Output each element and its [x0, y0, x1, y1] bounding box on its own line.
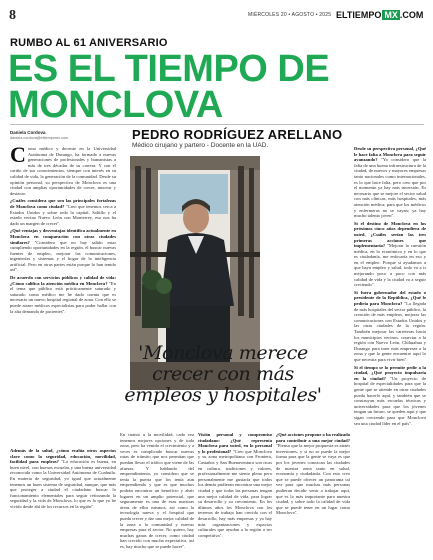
dateline: MIÉRCOLES 20 • AGOSTO • 2025	[248, 12, 332, 18]
question-text: ¿Cuáles considera que son las principales fortalezas de Monclova como ciudad?	[10, 198, 116, 209]
question-text: Visión personal y compromiso ciudadano: ¿Qué representa Monclova para usted, en lo personal y lo profesional?	[198, 432, 272, 454]
answer-text: "Un proyecto de hospital de especialidades para que la gente que se atiende en otras ciudades pueda hacerlo aquí, y también que se construyan más escuelas técnicas y universidades para que los jóvenes tengan un futuro, se queden aquí y que sigan creciendo para que Monclova sea una ciudad líder en el país".	[354, 375, 426, 426]
body-column-3	[198, 432, 272, 556]
body-column-1	[10, 142, 116, 316]
answer-text: "La llegada de más hospitales del sector público, la creación de más empleos, mejorar las comunicaciones con Estados Unidos y las otras ciudades de la región. También mejorar las carreteras hacia los municipios vecinos, conectar a la región con Nuevo León, Chihuahua y Durango para traer más empresas a la zona y que la gente encuentre aquí lo que necesita para vivir bien".	[354, 301, 426, 362]
subject-name: PEDRO RODRÍGUEZ ARELLANO	[132, 127, 343, 142]
answer-text: "Pienso que la mejor propuesta es atraer inversiones, y si no se puede la mejor forma para que la gente se vaya es que por los jóvenes conozcan las ciudades de nuestra zona tanto en salud, economía y ciudadanía. Con esto creo que se puede ofrecer un panorama tal vez para que muchas más personas pudieran decidir venir a trabajar aquí, que es lo más importante para nuestra ciudad, y sobre todo la calidad de vida que se puede tener en un lugar como Monclova".	[276, 443, 350, 516]
answer-text: "Mejorar la cuestión médica, en lo económico y en lo que es ciudadanía, me enfocaría en eso y en el empleo. Porque si ayudamos a que haya empleo y salud, todo va a ir mejorando poco a poco con más calidad de vida y la ciudad va a seguir creciendo".	[354, 243, 426, 288]
question-text: Además de la salud, ¿cómo evalúa otros aspectos clave como la seguridad, educación, movilidad, facilidad para empleos?	[10, 448, 116, 465]
kicker: RUMBO AL 61 ANIVERSARIO	[10, 37, 168, 49]
answer-text: "Creo que tenemos cerca a Estados Unidos y sobre todo la capital, Saltillo y el estado vecino Nuevo León con Monterrey, eso nos ha dado un margen de crecer".	[10, 203, 116, 226]
question-text: Si el destino de Monclova en los próximos cinco años dependiera de usted, ¿Cuáles serían las tres primeras acciones que implementaría?	[354, 220, 426, 249]
question-text: Si el tiempo se lo permite pedir a la ciudad, ¿Qué proyecto impulsaría en la ciudad?	[354, 364, 426, 381]
author-email[interactable]: daniela.cordova@eltiempomx.com	[10, 136, 69, 140]
divider	[10, 124, 424, 125]
pull-quote: 'Monclova merece crecer con más empleos y hospitales'	[124, 342, 322, 406]
answer-text: "Creo que Monclova y su zona metropolitana con Frontera, Castaños y San Buenaventura son ricas en cultura, tradiciones y valores, profesionalmente me siento pleno pero personalmente me gustaría que todos los demás pudieran encontrar una mejor ciudad y que todas las personas tengan una mejor calidad de vida, para lograr su desarrollo y su crecimiento. En los últimos años los Monclova con los terrenos de trabajo han crecido con el desarrollo, hay más empresas y ya hay más organizaciones y espacios culturales que ayudan a la región a ser competitiva".	[198, 448, 272, 538]
subject-title: Médico cirujano y partero - Docente en la UAD.	[132, 142, 269, 149]
body-column-4	[276, 432, 350, 556]
question-text: De acuerdo con servicios públicos y calidad de vida: ¿Cómo califica la atención médica en Monclova?	[10, 275, 116, 286]
brand-suffix: MX	[384, 10, 398, 20]
question-text: Si fuera gobernador del estado o presidente de la República, ¿Qué le pediría para Monclova?	[354, 289, 426, 307]
question-text: Desde su perspectiva personal, ¿Qué le hace falta a Monclova para seguir avanzando?	[354, 146, 426, 163]
brand-domain: .COM	[399, 10, 424, 20]
body-column-5	[354, 146, 426, 556]
intro-paragraph: omo médico y docente en la Universidad Autónoma de Durango, ha formado a nuevas generaciones de profesionales y humanistas a más de tres décadas de su carrera. Y con el cariño de sus conocimientos, siempre con interés en su calidad de vida, la generación de la comunidad. Desde su opinión personal, su perspectiva de Monclova es una ciudad con amplias oportunidades de crecer, innovar y destacar.	[10, 146, 116, 196]
question-text: ¿Qué ventajas y desventajas identifica actualmente en Monclova en comparación con otras ciudades similares?	[10, 228, 116, 245]
body-column-1b	[10, 448, 116, 556]
brand-name: ELTIEMPO	[336, 10, 382, 20]
dropcap: C	[10, 142, 26, 167]
answer-text: "Considero que no hay salido estar cumpliendo oportunidades en la región, el buscar nuevas fuentes de empleo, mejorar las comunicaciones, ingenierías y sistemas y el hogar de la inteligencia artificial. Pero en otras partes están porque lo han tenido así".	[10, 239, 116, 273]
answer-text: "La educación es buena, en buen nivel, con buenos escuelas y una buena universidad reconocida como la Universidad Autónoma de Coahuila. En materia de seguridad, yo igual que actualmente tenemos un buen sistema de seguridad, aunque, que más que proteger a ciudad el ciudadano buscar lo funcionamiento elementales para seguir reforzando la seguridad y la vida de Monclova, lo que es lo que yo he vivido desde ahí de los recursos en la región".	[10, 459, 116, 509]
question-text: ¿Qué acciones propone o ha realizado para contribuir a una mejor ciudad?	[276, 432, 350, 443]
answer-text: "En el tema que público está prácticamente saturado y saturado como médico me he dado cuenta que es necesario un nuevo hospital regional de zona. Con ello se puede atraer médicos especialistas para poder hallar con la alta demanda de pacientes".	[10, 280, 116, 314]
author-name: Daniela Cordova	[10, 130, 46, 135]
page-header	[0, 0, 433, 30]
answer-text: "Yo considero que la falta de una buena infraestructura de la ciudad, de nuevos y mayores empresas tanto nacionales como internacionales, es lo que hace falta, pero creo que por el momento ya hay más inversión. Es necesario que se mejore el sector salud con más clínicas, más hospitales, más atención médica; para que los médicos y enfermeras no se vayan; ya hay mucho talento joven".	[354, 157, 426, 219]
body-column-2	[120, 432, 194, 556]
body-paragraph: En cuanto a la movilidad, cada vez tenemos mejores opciones y de toda zona, pero ha venido el crecimiento y a veces es complicado buscar nuevas rutas de tránsito que nos permitan que puedan llevar el tráfico que viene de las afueras. Y hablando del emprendimiento, yo considero que se tenía la puerta que los tenía aun emprendiendo y que es que muchos podrán encontrar un beneficio y abrir lugares en un amplio potencial, que seguramente es una de esas nuestras áreas de ellos mismos, así como la tecnología nueva y el hospital que pueda crecer y dar una mejor calidad de la zona a la comunidad y nuevas empresas para el sector. No quiero, hay muchas ganas de crecer, como ciudad han crecido con mucha expectativa, así es, hay mucho que se puede hacer".	[120, 432, 194, 549]
headline: ES EL TIEMPO DE MONCLOVA	[8, 48, 330, 126]
page-number: 8	[9, 8, 16, 23]
brand-logo[interactable]	[336, 10, 423, 20]
